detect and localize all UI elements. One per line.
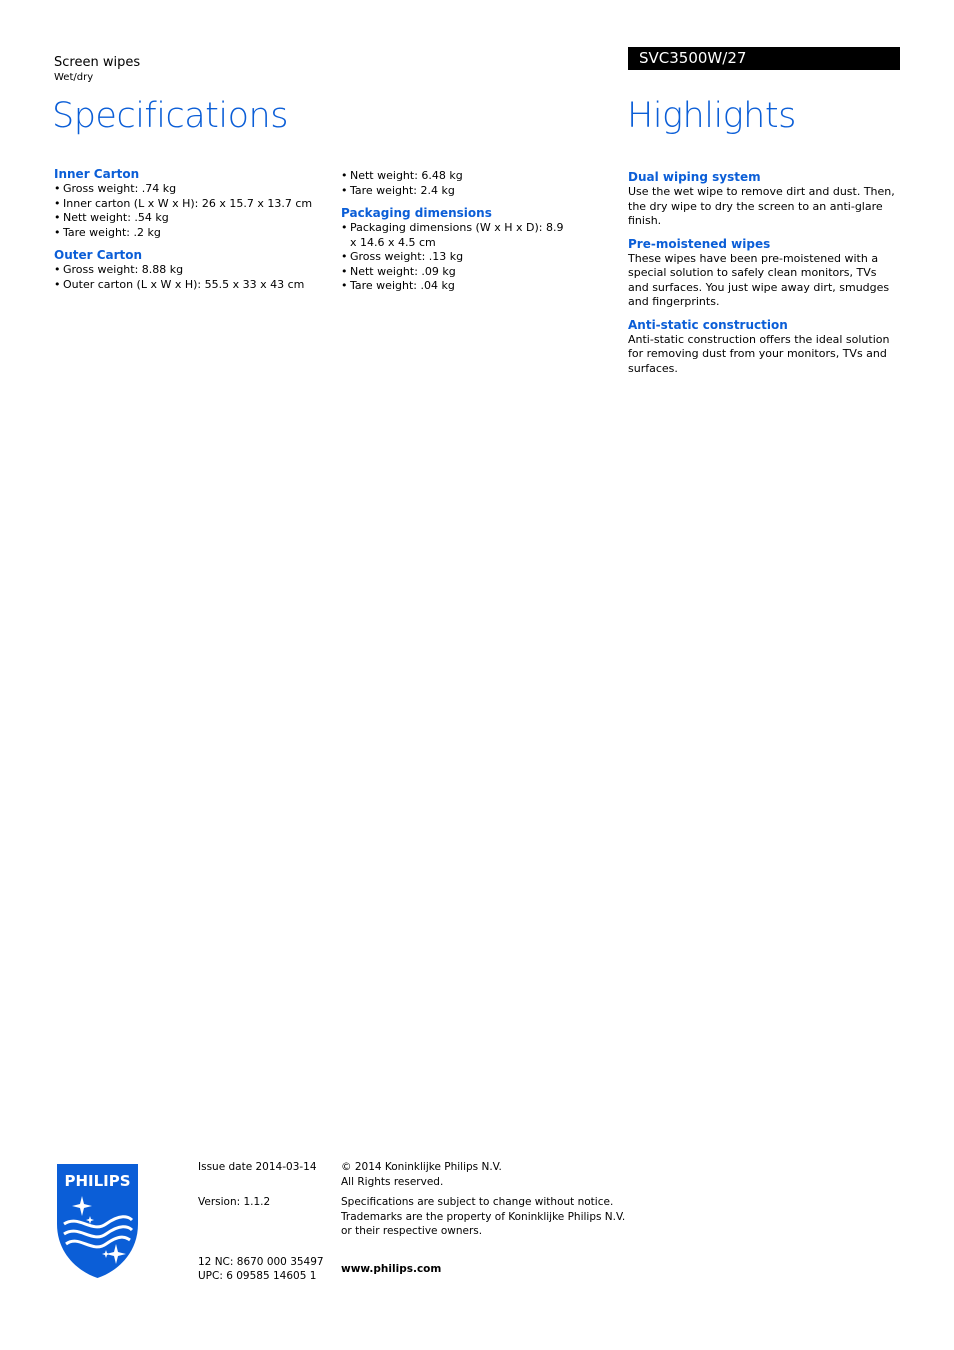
model-number-bar: SVC3500W/27 — [628, 47, 900, 70]
upc-code: UPC: 6 09585 14605 1 — [198, 1270, 317, 1282]
highlights-title: Highlights — [627, 96, 796, 136]
highlights-column — [628, 170, 900, 384]
inner-carton-list — [54, 182, 324, 240]
spec-item: • Outer carton (L x W x H): 55.5 x 33 x 43 cm — [54, 278, 324, 293]
spec-item: • Nett weight: .54 kg — [54, 211, 324, 226]
spec-item: • Gross weight: .74 kg — [54, 182, 324, 197]
footer-legal — [341, 1160, 631, 1276]
version: Version: 1.1.2 — [198, 1196, 271, 1208]
issue-date: Issue date 2014-03-14 — [198, 1161, 317, 1173]
spec-item: • Nett weight: 6.48 kg — [341, 169, 571, 184]
highlight-heading: Anti-static construction — [628, 317, 788, 332]
outer-carton-list-continued — [341, 169, 571, 198]
highlight-item — [628, 318, 900, 377]
spec-item: • Tare weight: 2.4 kg — [341, 184, 571, 199]
logo-wordmark: PHILIPS — [64, 1172, 131, 1190]
copyright-line: © 2014 Koninklijke Philips N.V. — [341, 1161, 502, 1173]
philips-shield-logo-icon — [54, 1162, 141, 1279]
footer-meta — [198, 1160, 333, 1284]
notice-line: Trademarks are the property of Koninklijke Philips N.V. — [341, 1210, 626, 1223]
highlight-heading: Pre-moistened wipes — [628, 236, 771, 251]
specs-column-2 — [341, 169, 571, 302]
highlight-heading: Dual wiping system — [628, 170, 761, 184]
highlight-text: Use the wet wipe to remove dirt and dust. Then, the dry wipe to dry the screen to an anti-glare finish. — [628, 185, 895, 227]
nc-code: 12 NC: 8670 000 35497 — [198, 1255, 324, 1268]
website-link[interactable]: www.philips.com — [341, 1262, 442, 1275]
specs-column-1 — [54, 167, 324, 300]
highlight-text: These wipes have been pre-moistened with a special solution to safely clean monitors, TVs and surfaces. You just wipe away dirt, smudges and fingerprints. — [628, 251, 890, 308]
spec-item: • Packaging dimensions (W x H x D): 8.9 x 14.6 x 4.5 cm — [341, 221, 571, 250]
notice-line: or their respective owners. — [341, 1225, 483, 1237]
rights-line: All Rights reserved. — [341, 1175, 444, 1188]
highlight-item — [628, 237, 900, 310]
spec-item: • Tare weight: .04 kg — [341, 279, 571, 294]
specifications-title: Specifications — [52, 96, 288, 136]
spec-item: • Gross weight: 8.88 kg — [54, 263, 324, 278]
packaging-list — [341, 221, 571, 294]
notice-line: Specifications are subject to change without notice. — [341, 1196, 614, 1208]
product-subtitle: Wet/dry — [54, 72, 94, 83]
inner-carton-heading: Inner Carton — [54, 167, 140, 181]
spec-item: • Nett weight: .09 kg — [341, 265, 571, 280]
highlight-text: Anti-static construction offers the ideal solution for removing dust from your monitors, TVs and surfaces. — [628, 332, 890, 375]
spec-item: • Inner carton (L x W x H): 26 x 15.7 x 13.7 cm — [54, 197, 324, 212]
outer-carton-heading: Outer Carton — [54, 248, 143, 262]
outer-carton-list — [54, 263, 324, 292]
product-name: Screen wipes — [54, 55, 141, 70]
highlight-item — [628, 170, 900, 229]
packaging-dimensions-heading: Packaging dimensions — [341, 206, 492, 220]
spec-item: • Gross weight: .13 kg — [341, 250, 571, 265]
spec-item: • Tare weight: .2 kg — [54, 226, 324, 241]
